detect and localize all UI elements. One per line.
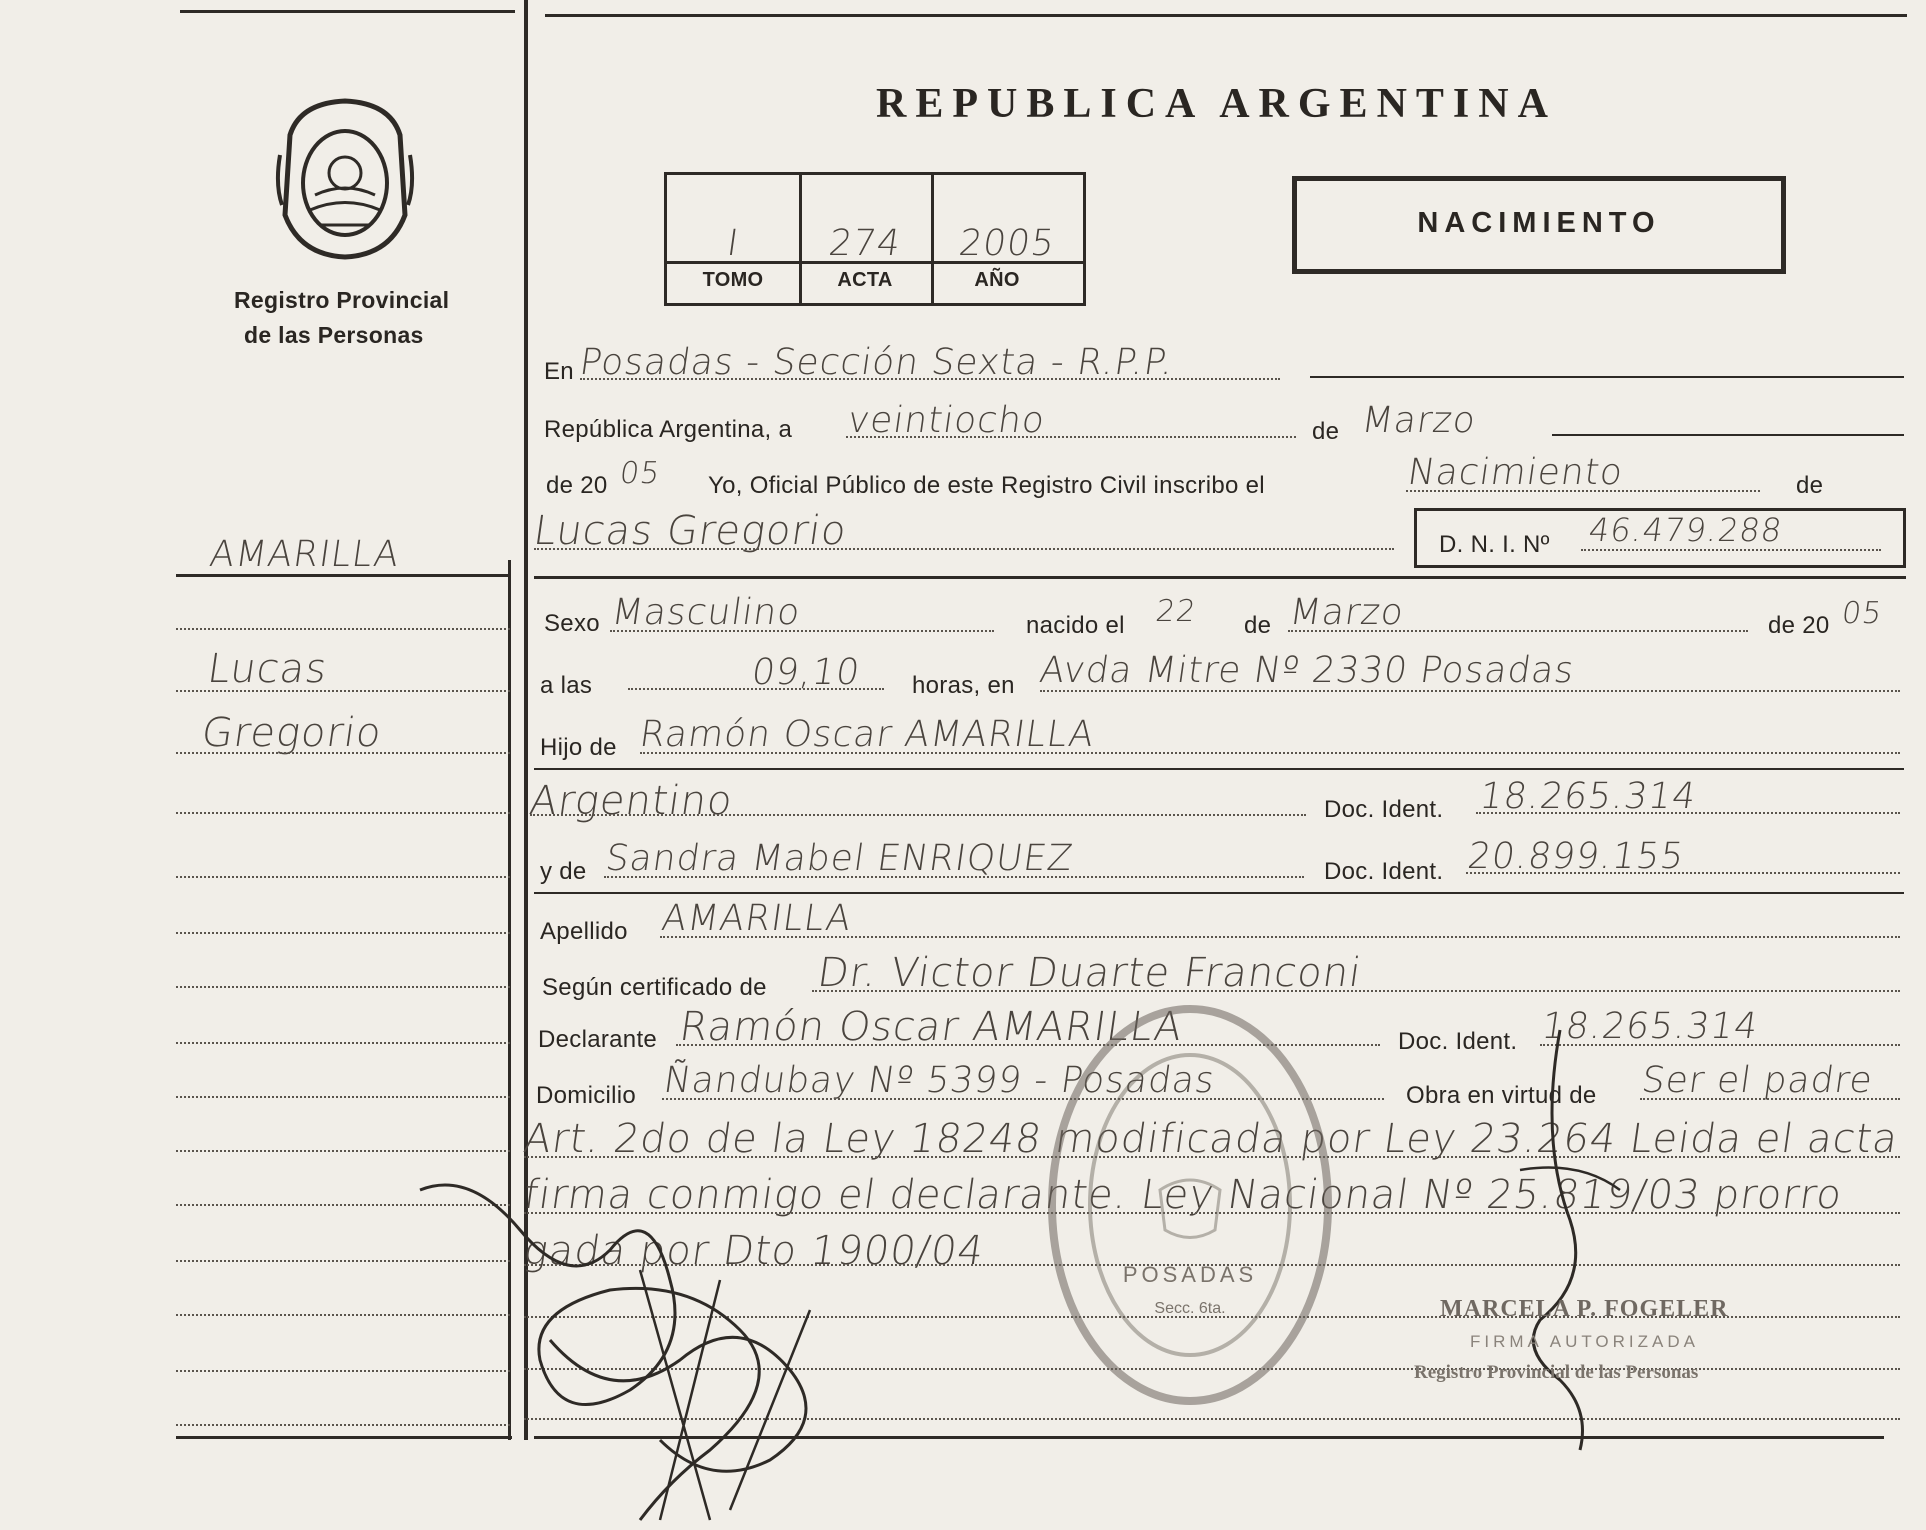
top-rule-right	[545, 14, 1907, 17]
label-dni: D. N. I. Nº	[1439, 531, 1550, 558]
label-de20-birth: de 20	[1768, 612, 1830, 639]
field-full-name: Lucas Gregorio	[530, 508, 850, 554]
record-type-box	[1292, 176, 1786, 274]
label-doc-father: Doc. Ident.	[1324, 796, 1444, 823]
field-declarant: Ramón Oscar AMARILLA	[676, 1004, 1186, 1050]
field-year: 05	[617, 456, 663, 491]
declarant-signature-icon	[410, 1160, 970, 1530]
field-birth-place: Avda Mitre Nº 2330 Posadas	[1037, 650, 1578, 691]
official-office: Registro Provincial de las Personas	[1414, 1362, 1699, 1383]
province-seal-icon	[270, 95, 420, 265]
label-nacido: nacido el	[1026, 612, 1125, 639]
top-rule-left	[180, 10, 515, 13]
field-doc-father: 18.265.314	[1477, 776, 1700, 817]
label-domicilio: Domicilio	[536, 1082, 637, 1109]
tomo-value: I	[724, 223, 742, 264]
acta-label: ACTA	[837, 269, 893, 291]
field-sex: Masculino	[609, 592, 804, 633]
official-signature-icon	[1500, 1020, 1640, 1460]
field-nationality: Argentino	[526, 778, 736, 824]
label-de20: de 20	[546, 472, 608, 499]
official-name: MARCELA P. FOGELER	[1440, 1296, 1729, 1322]
label-doc-mother: Doc. Ident.	[1324, 858, 1444, 885]
field-month: Marzo	[1359, 400, 1479, 441]
label-alas: a las	[540, 672, 593, 699]
field-hour: 09,10	[749, 652, 863, 693]
field-dni: 46.479.288	[1586, 511, 1785, 549]
field-act: Nacimiento	[1405, 452, 1626, 493]
document-title: REPUBLICA ARGENTINA	[876, 81, 1557, 127]
label-de-name: de	[1796, 472, 1824, 499]
label-de-birth-month: de	[1244, 612, 1272, 639]
official-title: FIRMA AUTORIZADA	[1470, 1332, 1699, 1351]
margin-name1: Lucas	[204, 646, 331, 692]
label-obra: Obra en virtud de	[1406, 1082, 1597, 1109]
label-doc-declarant: Doc. Ident.	[1398, 1028, 1518, 1055]
field-place: Posadas - Sección Sexta - R.P.P.	[577, 342, 1177, 383]
registry-name-line2: de las Personas	[244, 322, 424, 348]
label-yo: Yo, Oficial Público de este Registro Civil inscribo el	[708, 472, 1265, 499]
stamp-city: POSADAS	[1122, 1262, 1258, 1287]
stamp-seal-icon	[1040, 1000, 1340, 1410]
field-notes-line3: gada por Dto 1900/04	[520, 1228, 988, 1274]
field-mother: Sandra Mabel ENRIQUEZ	[603, 838, 1076, 879]
label-republica: República Argentina, a	[544, 416, 793, 443]
dni-box	[1414, 508, 1906, 568]
label-declarante: Declarante	[538, 1026, 658, 1053]
field-birth-day: 22	[1153, 594, 1199, 629]
field-birth-year: 05	[1839, 596, 1885, 631]
field-notes-line2: firma conmigo el declarante. Ley Nacional Nº 25.819/03 prorro	[520, 1172, 1846, 1218]
tomo-label: TOMO	[702, 269, 764, 291]
registry-name-line1: Registro Provincial	[234, 287, 450, 313]
field-day: veintiocho	[845, 400, 1048, 441]
field-father: Ramón Oscar AMARILLA	[637, 714, 1098, 755]
margin-surname: AMARILLA	[207, 534, 403, 575]
label-de-month: de	[1312, 418, 1340, 445]
acta-value: 274	[826, 223, 904, 264]
label-apellido: Apellido	[540, 918, 628, 945]
label-en: En	[544, 358, 574, 385]
stamp-section: Secc. 6ta.	[1154, 1300, 1226, 1317]
label-yde: y de	[540, 858, 587, 885]
ano-label: AÑO	[974, 269, 1020, 291]
field-address: Ñandubay Nº 5399 - Posadas	[661, 1060, 1218, 1101]
record-type: NACIMIENTO	[1417, 207, 1661, 239]
field-certificate: Dr. Victor Duarte Franconi	[814, 950, 1365, 996]
field-notes-line1: Art. 2do de la Ley 18248 modificada por Ley 23.264 Leida el acta	[520, 1116, 1902, 1162]
official-stamp	[1040, 1000, 1340, 1410]
field-surname: AMARILLA	[659, 898, 855, 939]
ano-value: 2005	[956, 223, 1058, 264]
field-reason: Ser el padre	[1639, 1060, 1876, 1101]
label-hijo: Hijo de	[540, 734, 617, 761]
field-birth-month: Marzo	[1287, 592, 1407, 633]
margin-name2: Gregorio	[198, 710, 385, 756]
label-segun: Según certificado de	[542, 974, 767, 1001]
field-doc-declarant: 18.265.314	[1539, 1006, 1762, 1047]
field-doc-mother: 20.899.155	[1465, 836, 1688, 877]
label-sexo: Sexo	[544, 610, 600, 637]
register-box	[664, 172, 1086, 306]
label-horas: horas, en	[912, 672, 1015, 699]
